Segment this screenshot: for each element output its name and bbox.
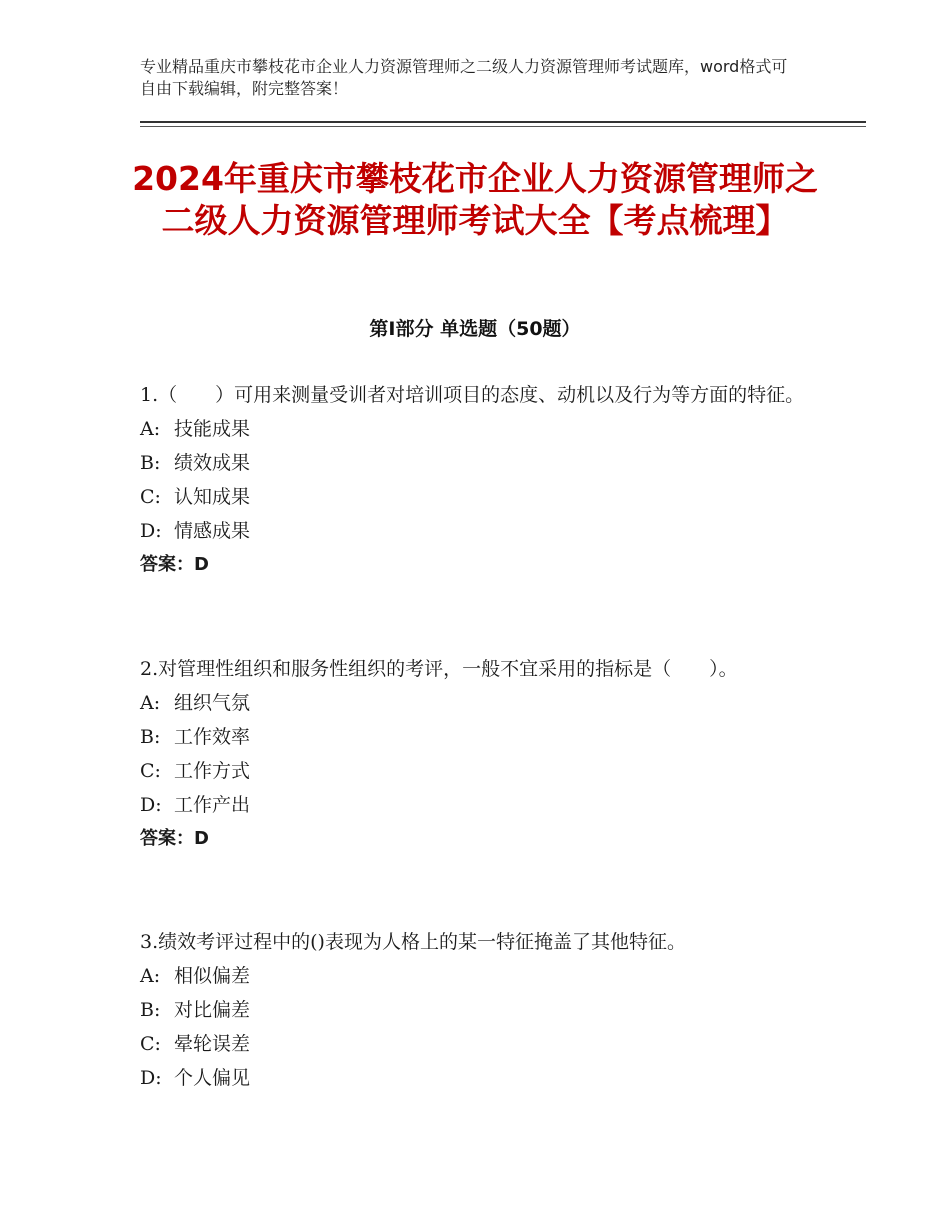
question-3	[140, 925, 820, 1095]
option-letter: A:	[140, 692, 161, 714]
option-letter: D:	[140, 520, 162, 542]
option-text: 晕轮误差	[174, 1033, 251, 1055]
answer: 答案：D	[140, 828, 209, 849]
option-letter: C:	[140, 760, 161, 782]
option-c	[140, 480, 820, 514]
option-letter: C:	[140, 486, 161, 508]
option-d	[140, 788, 820, 822]
answer: 答案：D	[140, 554, 209, 575]
option-letter: A:	[140, 418, 161, 440]
option-letter: D:	[140, 794, 162, 816]
option-a	[140, 686, 820, 720]
header-note: 专业精品重庆市攀枝花市企业人力资源管理师之二级人力资源管理师考试题库，word格式可自由下载编辑，附完整答案！	[140, 57, 788, 98]
option-b	[140, 446, 820, 480]
question-1	[140, 378, 820, 582]
header-rule-thin	[140, 126, 866, 127]
option-text: 工作方式	[174, 760, 251, 782]
option-d	[140, 514, 820, 548]
option-a	[140, 412, 820, 446]
option-a	[140, 959, 820, 993]
option-text: 对比偏差	[174, 999, 251, 1021]
header-rule-thick	[140, 121, 866, 123]
option-text: 绩效成果	[174, 452, 251, 474]
option-text: 认知成果	[174, 486, 251, 508]
option-d	[140, 1061, 820, 1095]
option-letter: B:	[140, 452, 161, 474]
option-b	[140, 993, 820, 1027]
question-stem: 2.对管理性组织和服务性组织的考评，一般不宜采用的指标是（ ）。	[140, 658, 738, 680]
option-text: 情感成果	[174, 520, 251, 542]
option-c	[140, 1027, 820, 1061]
option-text: 技能成果	[174, 418, 251, 440]
document-title: 2024年重庆市攀枝花市企业人力资源管理师之二级人力资源管理师考试大全【考点梳理】	[132, 159, 818, 240]
question-stem: 1.（ ）可用来测量受训者对培训项目的态度、动机以及行为等方面的特征。	[140, 384, 805, 406]
option-c	[140, 754, 820, 788]
option-text: 组织气氛	[174, 692, 251, 714]
question-2	[140, 652, 820, 856]
option-b	[140, 720, 820, 754]
option-text: 工作效率	[174, 726, 251, 748]
option-text: 工作产出	[174, 794, 251, 816]
option-text: 个人偏见	[174, 1067, 251, 1089]
option-letter: C:	[140, 1033, 161, 1055]
option-letter: A:	[140, 965, 161, 987]
question-stem: 3.绩效考评过程中的()表现为人格上的某一特征掩盖了其他特征。	[140, 931, 686, 953]
option-letter: B:	[140, 726, 161, 748]
option-letter: B:	[140, 999, 161, 1021]
option-letter: D:	[140, 1067, 162, 1089]
section-heading: 第Ⅰ部分 单选题（50题）	[369, 318, 581, 340]
option-text: 相似偏差	[174, 965, 251, 987]
